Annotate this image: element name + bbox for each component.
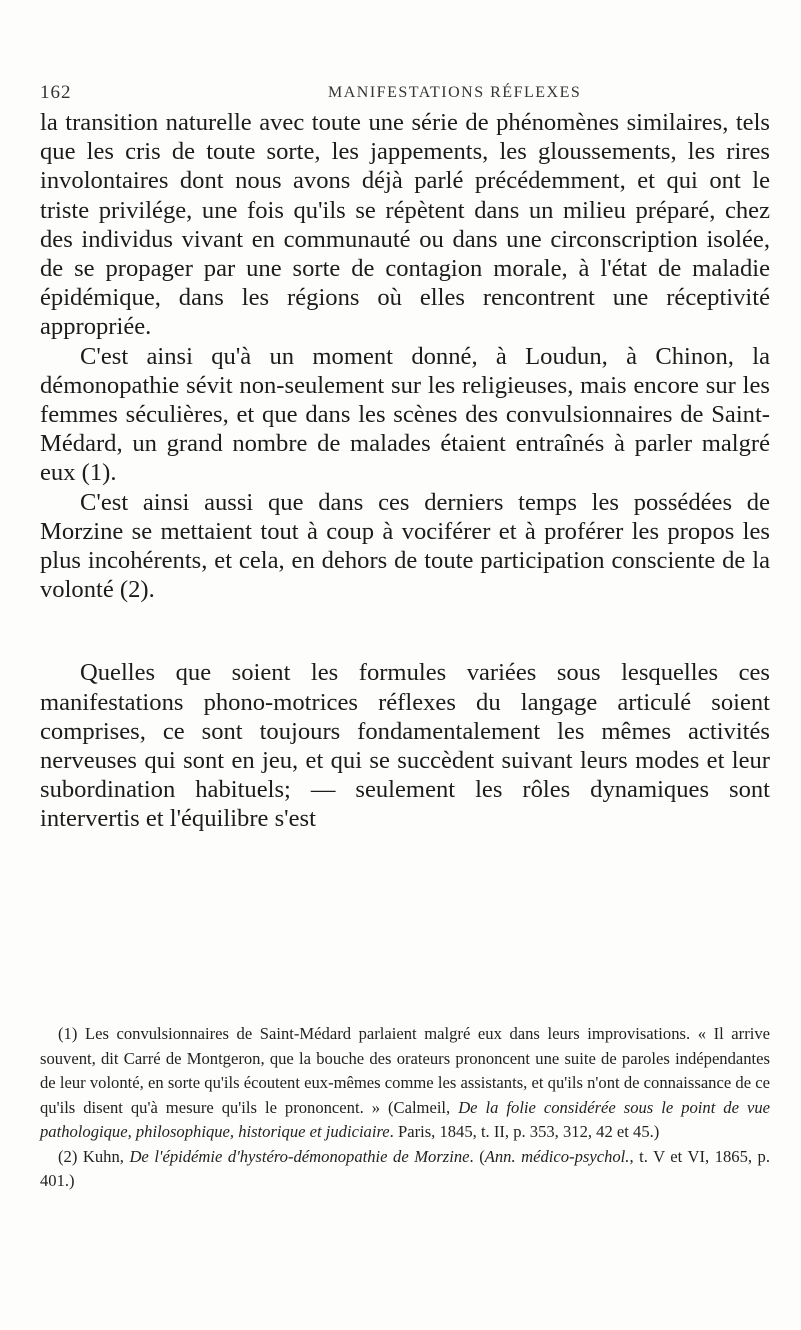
footnotes: [40, 1022, 770, 1194]
running-head: MANIFESTATIONS RÉFLEXES: [328, 84, 582, 101]
footnote-1-tail: . Paris, 1845, t. II, p. 353, 312, 42 et 45.): [389, 1122, 660, 1141]
paragraph-2: C'est ainsi qu'à un moment donné, à Loudun, à Chinon, la démonopathie sévit non-seulement sur les religieuses, mais encore sur les femmes séculières, et que dans les scènes des convulsionnaires de Saint-Médard, un grand nombre de malades étaient entraînés à parler malgré eux (1).: [40, 342, 770, 487]
paragraph-3: C'est ainsi aussi que dans ces derniers temps les possédées de Morzine se mettaient tout à coup à vociférer et à proférer les propos les plus incohérents, et cela, en dehors de toute participation consciente de la volonté (2).: [40, 488, 770, 604]
footnote-1-title: De la folie considérée sous le point de vue pathologique, philosophique, historique et judiciaire: [40, 1097, 770, 1141]
footnote-1: [40, 1022, 770, 1145]
footnote-2-text: (2) Kuhn,: [58, 1146, 130, 1166]
footnote-2-mid: . (: [469, 1146, 485, 1166]
footnote-2-title: De l'épidémie d'hystéro-démonopathie de Morzine: [129, 1146, 470, 1166]
footnote-2: [40, 1145, 770, 1194]
section-gap: [40, 604, 770, 658]
main-text: [40, 108, 770, 834]
footnote-2-tail: , t. V et VI, 1865, p. 401.): [40, 1146, 771, 1190]
page-number: 162: [40, 82, 72, 103]
paragraph-4: Quelles que soient les formules variées sous lesquelles ces manifestations phono-motrices réflexes du langage articulé soient comprises, ce sont toujours fondamentalement les mêmes activités nerveuses qui sont en jeu, et qui se succèdent suivant leurs modes et leur subordination habituels; — seulement les rôles dynamiques sont intervertis et l'équilibre s'est: [40, 659, 770, 833]
paragraph-1: la transition naturelle avec toute une série de phénomènes similaires, tels que les cris de toute sorte, les jappements, les gloussements, les rires involontaires dont nous avons déjà parlé précédemment, et qui ont le triste privilége, une fois qu'ils se répètent dans un milieu préparé, chez des individus vivant en communauté ou dans une circonscription isolée, de se propager par une sorte de contagion morale, à l'état de maladie épidémique, dans les régions où elles rencontrent une réceptivité appropriée.: [40, 109, 770, 341]
footnote-1-text: (1) Les convulsionnaires de Saint-Médard parlaient malgré eux dans leurs improvisations. « Il arrive souvent, dit Carré de Montgeron, que la bouche des orateurs prononcent une suite de paroles indépendantes de leur volonté, en sorte qu'ils écoutent eux-mêmes comme les assistants, et qu'ils n'ont de connaissance de ce qu'ils disent qu'à mesure qu'ils le prononcent. » (Calmeil,: [40, 1024, 770, 1117]
footnote-2-journal: Ann. médico-psychol.: [484, 1146, 630, 1166]
page-header: [40, 82, 770, 106]
